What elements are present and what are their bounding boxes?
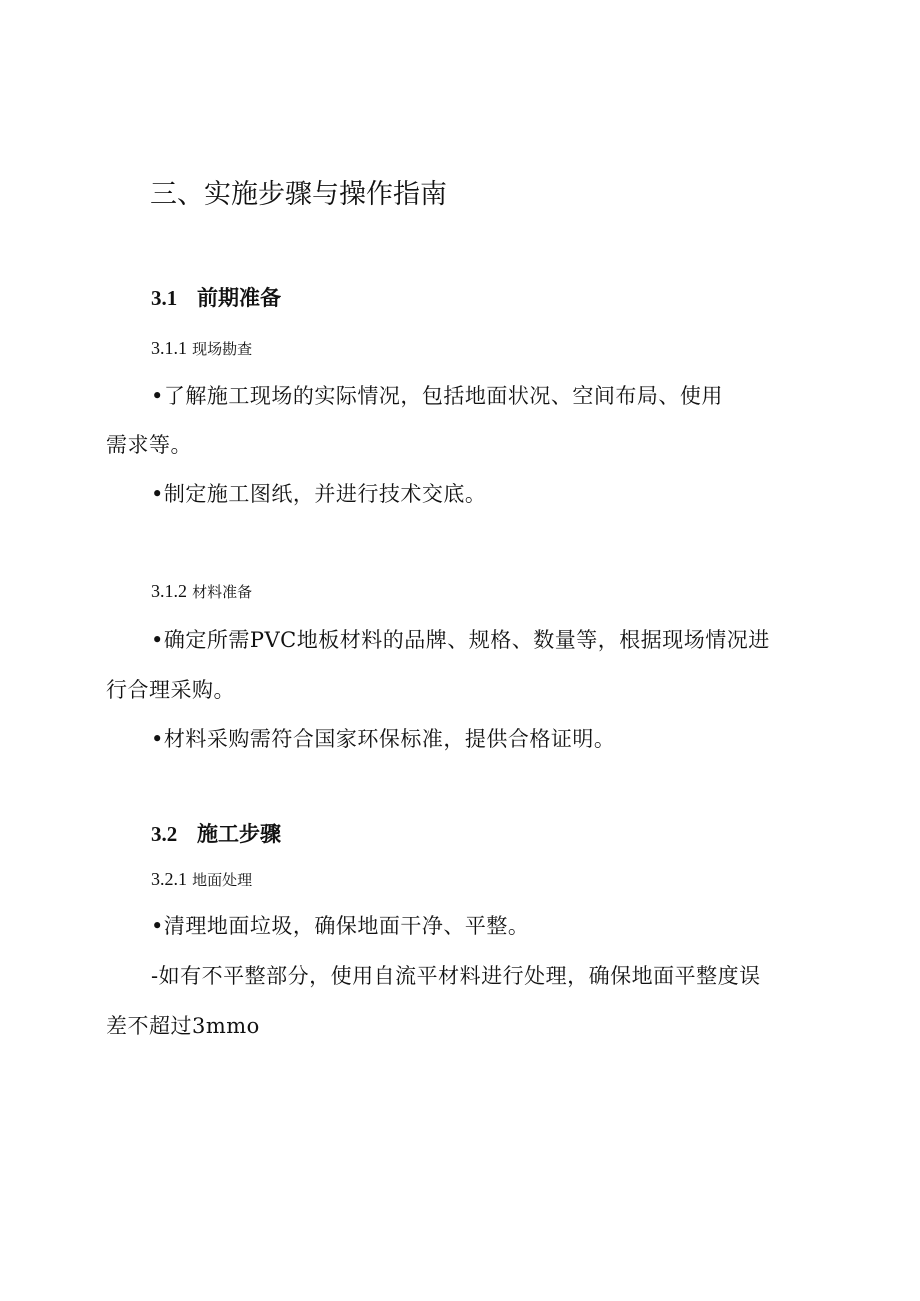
paragraph-3-1-2-b: •材料采购需符合国家环保标准，提供合格证明。 (151, 727, 616, 751)
heading-3-1-2-number: 3.1.2 (151, 581, 187, 601)
heading-3-1-number: 3.1 (151, 286, 178, 310)
heading-3-2 (151, 818, 281, 848)
paragraph-3-2-1-b-line2: 差不超过3mmo (106, 1014, 260, 1038)
paragraph-3-2-1-a: •清理地面垃圾，确保地面干净、平整。 (151, 914, 530, 938)
heading-3-1-title: 前期准备 (197, 285, 281, 310)
heading-3-1 (151, 282, 281, 312)
paragraph-3-1-2-a-line2: 行合理采购。 (106, 678, 235, 702)
heading-3-1-1-number: 3.1.1 (151, 338, 187, 358)
heading-3-2-title: 施工步骤 (197, 821, 281, 846)
section-title: 三、实施步骤与操作指南 (150, 179, 447, 210)
paragraph-3-1-1-b: •制定施工图纸，并进行技术交底。 (151, 482, 487, 506)
heading-3-2-1 (151, 869, 252, 890)
paragraph-3-1-1-a-line1: •了解施工现场的实际情况，包括地面状况、空间布局、使用 (151, 384, 723, 408)
heading-3-1-1-title: 现场勘查 (192, 340, 253, 358)
heading-3-1-1 (151, 338, 252, 359)
heading-3-1-2-title: 材料准备 (192, 583, 253, 601)
paragraph-3-1-1-a-line2: 需求等。 (106, 433, 192, 457)
paragraph-3-2-1-b-line1: -如有不平整部分，使用自流平材料进行处理，确保地面平整度误 (151, 964, 761, 988)
heading-3-1-2 (151, 581, 252, 602)
paragraph-3-1-2-a-line1: •确定所需PVC地板材料的品牌、规格、数量等，根据现场情况进 (151, 628, 770, 652)
heading-3-2-number: 3.2 (151, 822, 178, 846)
heading-3-2-1-number: 3.2.1 (151, 869, 187, 889)
heading-3-2-1-title: 地面处理 (192, 871, 253, 889)
